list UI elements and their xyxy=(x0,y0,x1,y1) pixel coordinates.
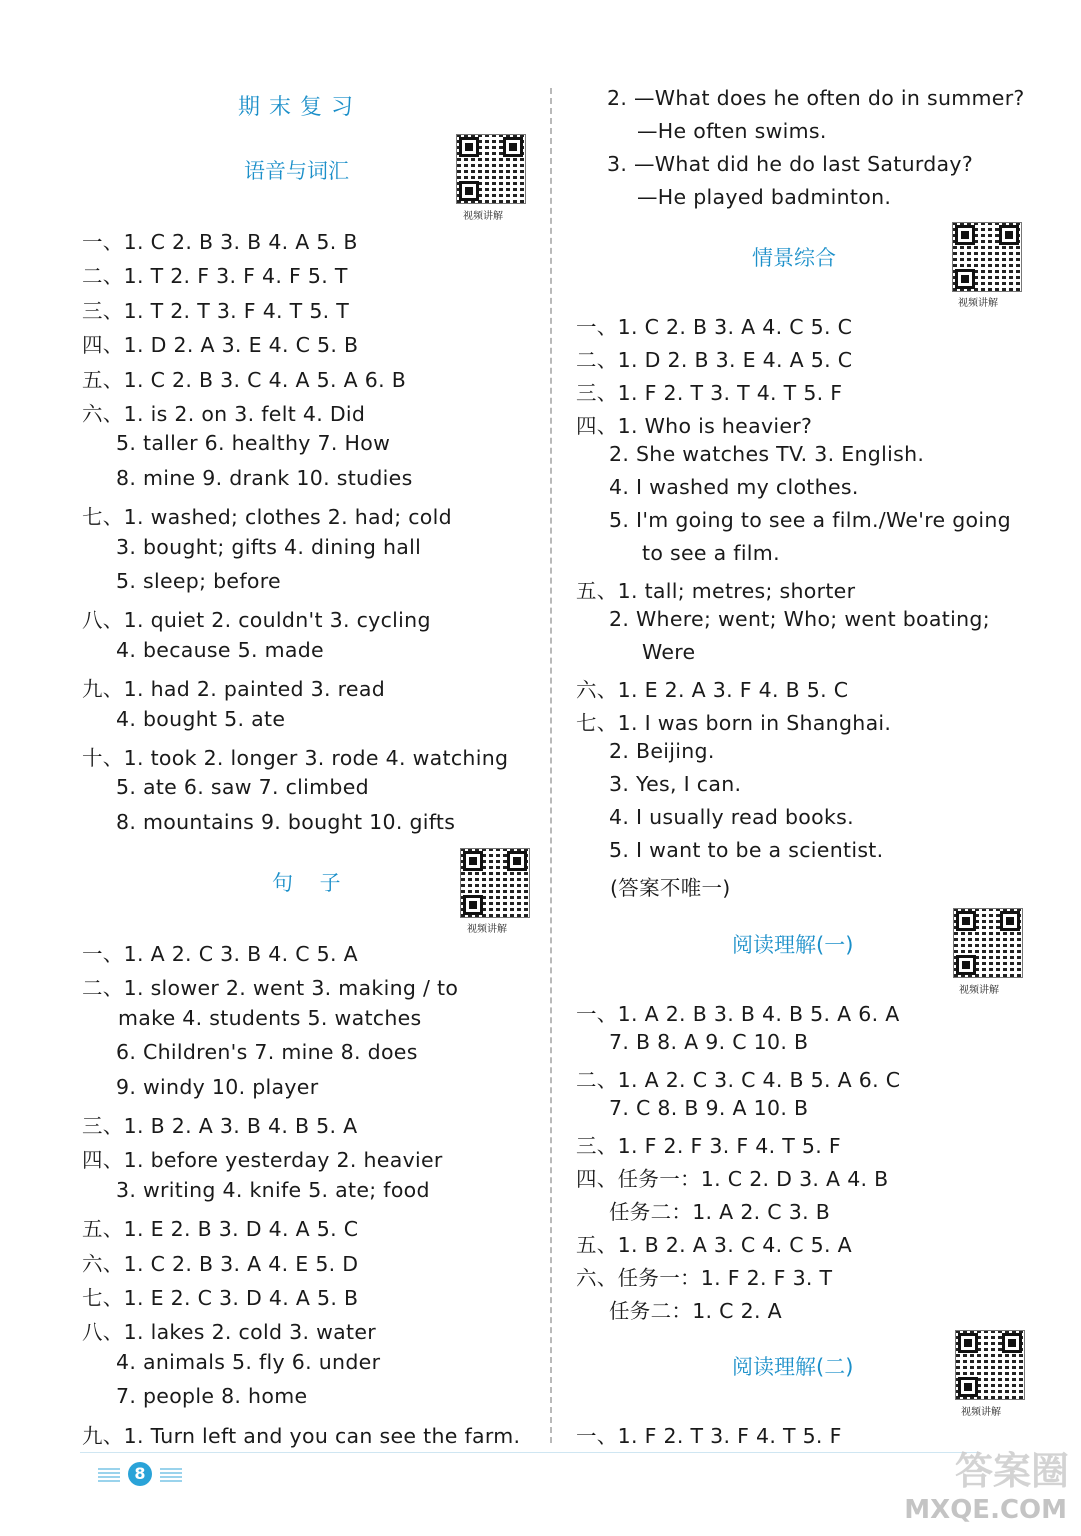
answer-line: 2. Beijing. xyxy=(609,739,715,763)
page-number: 8 xyxy=(128,1462,152,1486)
answer-line: 任务二：1. A 2. C 3. B xyxy=(609,1200,831,1224)
answer-line: 2. —What does he often do in summer? xyxy=(607,86,1025,110)
answer-line: 五、1. tall; metres; shorter xyxy=(576,579,856,603)
page-title: 期末复习 xyxy=(238,95,363,120)
section-title-reading-1: 阅读理解(一) xyxy=(732,933,854,957)
answer-line: 2. Where; went; Who; went boating; xyxy=(609,607,990,631)
answer-line: 三、1. F 2. T 3. T 4. T 5. F xyxy=(576,381,843,405)
decor-stripes xyxy=(98,1468,120,1482)
answer-line: 3. writing 4. knife 5. ate; food xyxy=(116,1177,430,1202)
answer-line: 二、1. A 2. C 3. C 4. B 5. A 6. C xyxy=(576,1068,901,1092)
answer-line: —He often swims. xyxy=(637,119,827,143)
page-number-badge xyxy=(90,1462,190,1488)
watermark-url: MXQE.COM xyxy=(904,1495,1067,1525)
answer-line: 二、1. D 2. B 3. E 4. A 5. C xyxy=(576,348,853,372)
section-title-scene: 情景综合 xyxy=(752,246,836,270)
answer-line: 四、任务一：1. C 2. D 3. A 4. B xyxy=(576,1167,889,1191)
answer-line: 五、1. E 2. B 3. D 4. A 5. C xyxy=(82,1217,359,1242)
answer-line: 2. She watches TV. 3. English. xyxy=(609,442,925,466)
answer-line: (答案不唯一) xyxy=(610,876,731,900)
answer-line: 4. bought 5. ate xyxy=(116,706,286,731)
answer-line: 三、1. F 2. F 3. F 4. T 5. F xyxy=(576,1134,841,1158)
answer-line: 8. mine 9. drank 10. studies xyxy=(116,465,413,490)
answer-line: 二、1. T 2. F 3. F 4. F 5. T xyxy=(82,264,348,289)
answer-line: 七、1. E 2. C 3. D 4. A 5. B xyxy=(82,1286,359,1310)
answer-line: 四、1. Who is heavier? xyxy=(576,414,813,438)
qr-label: 视频讲解 xyxy=(463,211,503,222)
answer-line: 九、1. had 2. painted 3. read xyxy=(82,677,386,702)
answer-line: 4. because 5. made xyxy=(116,637,324,662)
column-divider xyxy=(550,88,552,1443)
answer-line: 5. I want to be a scientist. xyxy=(609,838,884,862)
section-title-vocab: 语音与词汇 xyxy=(244,159,349,183)
answer-line: 八、1. quiet 2. couldn't 3. cycling xyxy=(82,608,431,633)
answer-line: 六、1. C 2. B 3. A 4. E 5. D xyxy=(82,1251,359,1276)
answer-line: 十、1. took 2. longer 3. rode 4. watching xyxy=(82,746,509,770)
answer-line: 7. people 8. home xyxy=(116,1384,308,1409)
answer-line: 五、1. B 2. A 3. C 4. C 5. A xyxy=(576,1233,852,1257)
watermark-logo: 答案圈 xyxy=(954,1449,1069,1493)
answer-line: 九、1. Turn left and you can see the farm. xyxy=(82,1423,521,1448)
answer-line: 七、1. washed; clothes 2. had; cold xyxy=(82,505,452,530)
answer-line: 七、1. I was born in Shanghai. xyxy=(576,711,892,735)
answer-line: 三、1. T 2. T 3. F 4. T 5. T xyxy=(82,298,350,323)
answer-line: 5. taller 6. healthy 7. How xyxy=(116,431,391,456)
answer-line: 六、1. E 2. A 3. F 4. B 5. C xyxy=(576,678,849,702)
answer-line: 一、1. C 2. B 3. A 4. C 5. C xyxy=(576,315,853,339)
answer-line: 一、1. A 2. C 3. B 4. C 5. A xyxy=(82,942,358,966)
answer-line: make 4. students 5. watches xyxy=(118,1005,422,1030)
answer-line: 八、1. lakes 2. cold 3. water xyxy=(82,1320,376,1345)
answer-line: 3. bought; gifts 4. dining hall xyxy=(116,534,422,559)
answer-line: 4. I usually read books. xyxy=(609,805,854,829)
qr-label: 视频讲解 xyxy=(467,924,507,935)
answer-line: 7. C 8. B 9. A 10. B xyxy=(609,1096,809,1120)
answer-line: 二、1. slower 2. went 3. making / to xyxy=(82,976,459,1001)
decor-stripes xyxy=(160,1468,182,1482)
qr-code-icon[interactable] xyxy=(456,134,526,204)
answer-line: 四、1. before yesterday 2. heavier xyxy=(82,1148,443,1173)
qr-label: 视频讲解 xyxy=(959,985,999,996)
answer-line: Were xyxy=(642,640,696,664)
footer-rule xyxy=(80,1452,980,1453)
answer-line: 一、1. A 2. B 3. B 4. B 5. A 6. A xyxy=(576,1002,900,1026)
qr-code-icon[interactable] xyxy=(460,848,530,918)
answer-line: 4. I washed my clothes. xyxy=(609,475,859,499)
qr-code-icon[interactable] xyxy=(955,1330,1025,1400)
answer-line: 5. ate 6. saw 7. climbed xyxy=(116,775,369,800)
answer-line: 4. animals 5. fly 6. under xyxy=(116,1349,381,1374)
qr-code-icon[interactable] xyxy=(953,908,1023,978)
answer-line: 6. Children's 7. mine 8. does xyxy=(116,1040,418,1065)
section-title-sentence: 句 子 xyxy=(272,871,351,895)
answer-line: 8. mountains 9. bought 10. gifts xyxy=(116,809,456,834)
section-title-reading-2: 阅读理解(二) xyxy=(732,1355,854,1379)
qr-label: 视频讲解 xyxy=(958,298,998,309)
qr-code-icon[interactable] xyxy=(952,222,1022,292)
answer-line: 一、1. F 2. T 3. F 4. T 5. F xyxy=(576,1424,842,1448)
answer-line: 7. B 8. A 9. C 10. B xyxy=(609,1030,809,1054)
answer-line: 六、1. is 2. on 3. felt 4. Did xyxy=(82,402,366,426)
answer-line: 六、任务一：1. F 2. F 3. T xyxy=(576,1266,833,1290)
qr-label: 视频讲解 xyxy=(961,1407,1001,1418)
answer-line: 五、1. C 2. B 3. C 4. A 5. A 6. B xyxy=(82,367,407,392)
answer-line: 5. sleep; before xyxy=(116,569,281,593)
answer-line: 3. Yes, I can. xyxy=(609,772,742,796)
answer-line: 四、1. D 2. A 3. E 4. C 5. B xyxy=(82,333,359,358)
answer-line: —He played badminton. xyxy=(637,185,892,209)
answer-line: 5. I'm going to see a film./We're going xyxy=(609,508,1011,532)
answer-line: 3. —What did he do last Saturday? xyxy=(607,152,974,176)
answer-line: 9. windy 10. player xyxy=(116,1074,319,1099)
answer-line: to see a film. xyxy=(642,541,780,565)
answer-line: 三、1. B 2. A 3. B 4. B 5. A xyxy=(82,1114,358,1138)
answer-line: 一、1. C 2. B 3. B 4. A 5. B xyxy=(82,230,358,254)
answer-line: 任务二：1. C 2. A xyxy=(609,1299,782,1323)
